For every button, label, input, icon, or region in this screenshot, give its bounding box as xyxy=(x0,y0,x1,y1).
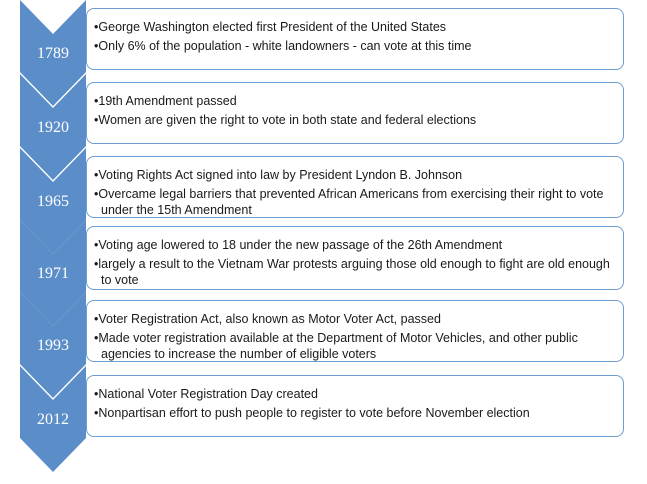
bullet-dot: • xyxy=(94,238,99,252)
bullet-text: Women are given the right to vote in both state and federal elections xyxy=(98,113,477,127)
bullet-text: Nonpartisan effort to push people to register to vote before November election xyxy=(98,406,530,420)
bullet-dot: • xyxy=(94,187,99,201)
bullet-dot: • xyxy=(94,387,99,401)
year-label: 1789 xyxy=(37,45,69,62)
event-card xyxy=(86,8,624,70)
bullet-text: Voting Rights Act signed into law by President Lyndon B. Johnson xyxy=(98,168,463,182)
event-card xyxy=(86,156,624,218)
event-bullet-item xyxy=(94,93,615,109)
bullet-dot: • xyxy=(94,39,99,53)
bullet-dot: • xyxy=(94,20,99,34)
event-bullets xyxy=(94,386,615,421)
bullet-dot: • xyxy=(94,94,99,108)
event-bullet-item xyxy=(94,256,615,288)
event-card xyxy=(86,82,624,144)
bullet-dot: • xyxy=(94,312,99,326)
event-bullet-item xyxy=(94,19,615,35)
event-bullet-item xyxy=(94,311,615,327)
event-bullet-item xyxy=(94,386,615,402)
event-bullet-item xyxy=(94,112,615,128)
bullet-text: 19th Amendment passed xyxy=(98,94,237,108)
bullet-text: Voting age lowered to 18 under the new passage of the 26th Amendment xyxy=(98,238,503,252)
bullet-dot: • xyxy=(94,113,99,127)
event-bullets xyxy=(94,93,615,128)
event-bullets xyxy=(94,311,615,362)
bullet-dot: • xyxy=(94,257,99,271)
year-label: 1920 xyxy=(37,119,69,136)
event-bullet-item xyxy=(94,237,615,253)
bullet-dot: • xyxy=(94,168,99,182)
event-bullet-item xyxy=(94,330,615,362)
bullet-text: Overcame legal barriers that prevented African Americans from exercising their right to vote under the 15th Amendment xyxy=(98,187,604,217)
bullet-text: National Voter Registration Day created xyxy=(98,387,318,401)
bullet-text: Only 6% of the population - white landowners - can vote at this time xyxy=(98,39,472,53)
event-card xyxy=(86,226,624,290)
bullet-text: Made voter registration available at the Department of Motor Vehicles, and other public agencies to increase the number of eligible voters xyxy=(98,331,578,361)
year-label: 1971 xyxy=(37,265,69,282)
event-bullet-item xyxy=(94,186,615,218)
event-bullet-item xyxy=(94,38,615,54)
year-label: 1993 xyxy=(37,337,69,354)
bullet-dot: • xyxy=(94,331,99,345)
event-bullets xyxy=(94,237,615,288)
bullet-dot: • xyxy=(94,406,99,420)
event-bullets xyxy=(94,167,615,218)
event-card xyxy=(86,375,624,437)
event-card xyxy=(86,300,624,362)
bullet-text: Voter Registration Act, also known as Motor Voter Act, passed xyxy=(98,312,441,326)
year-label: 2012 xyxy=(37,411,69,428)
event-bullet-item xyxy=(94,405,615,421)
event-bullets xyxy=(94,19,615,54)
year-label: 1965 xyxy=(37,193,69,210)
event-bullet-item xyxy=(94,167,615,183)
bullet-text: largely a result to the Vietnam War protests arguing those old enough to fight are old enough to vote xyxy=(98,257,610,287)
bullet-text: George Washington elected first President of the United States xyxy=(98,20,447,34)
